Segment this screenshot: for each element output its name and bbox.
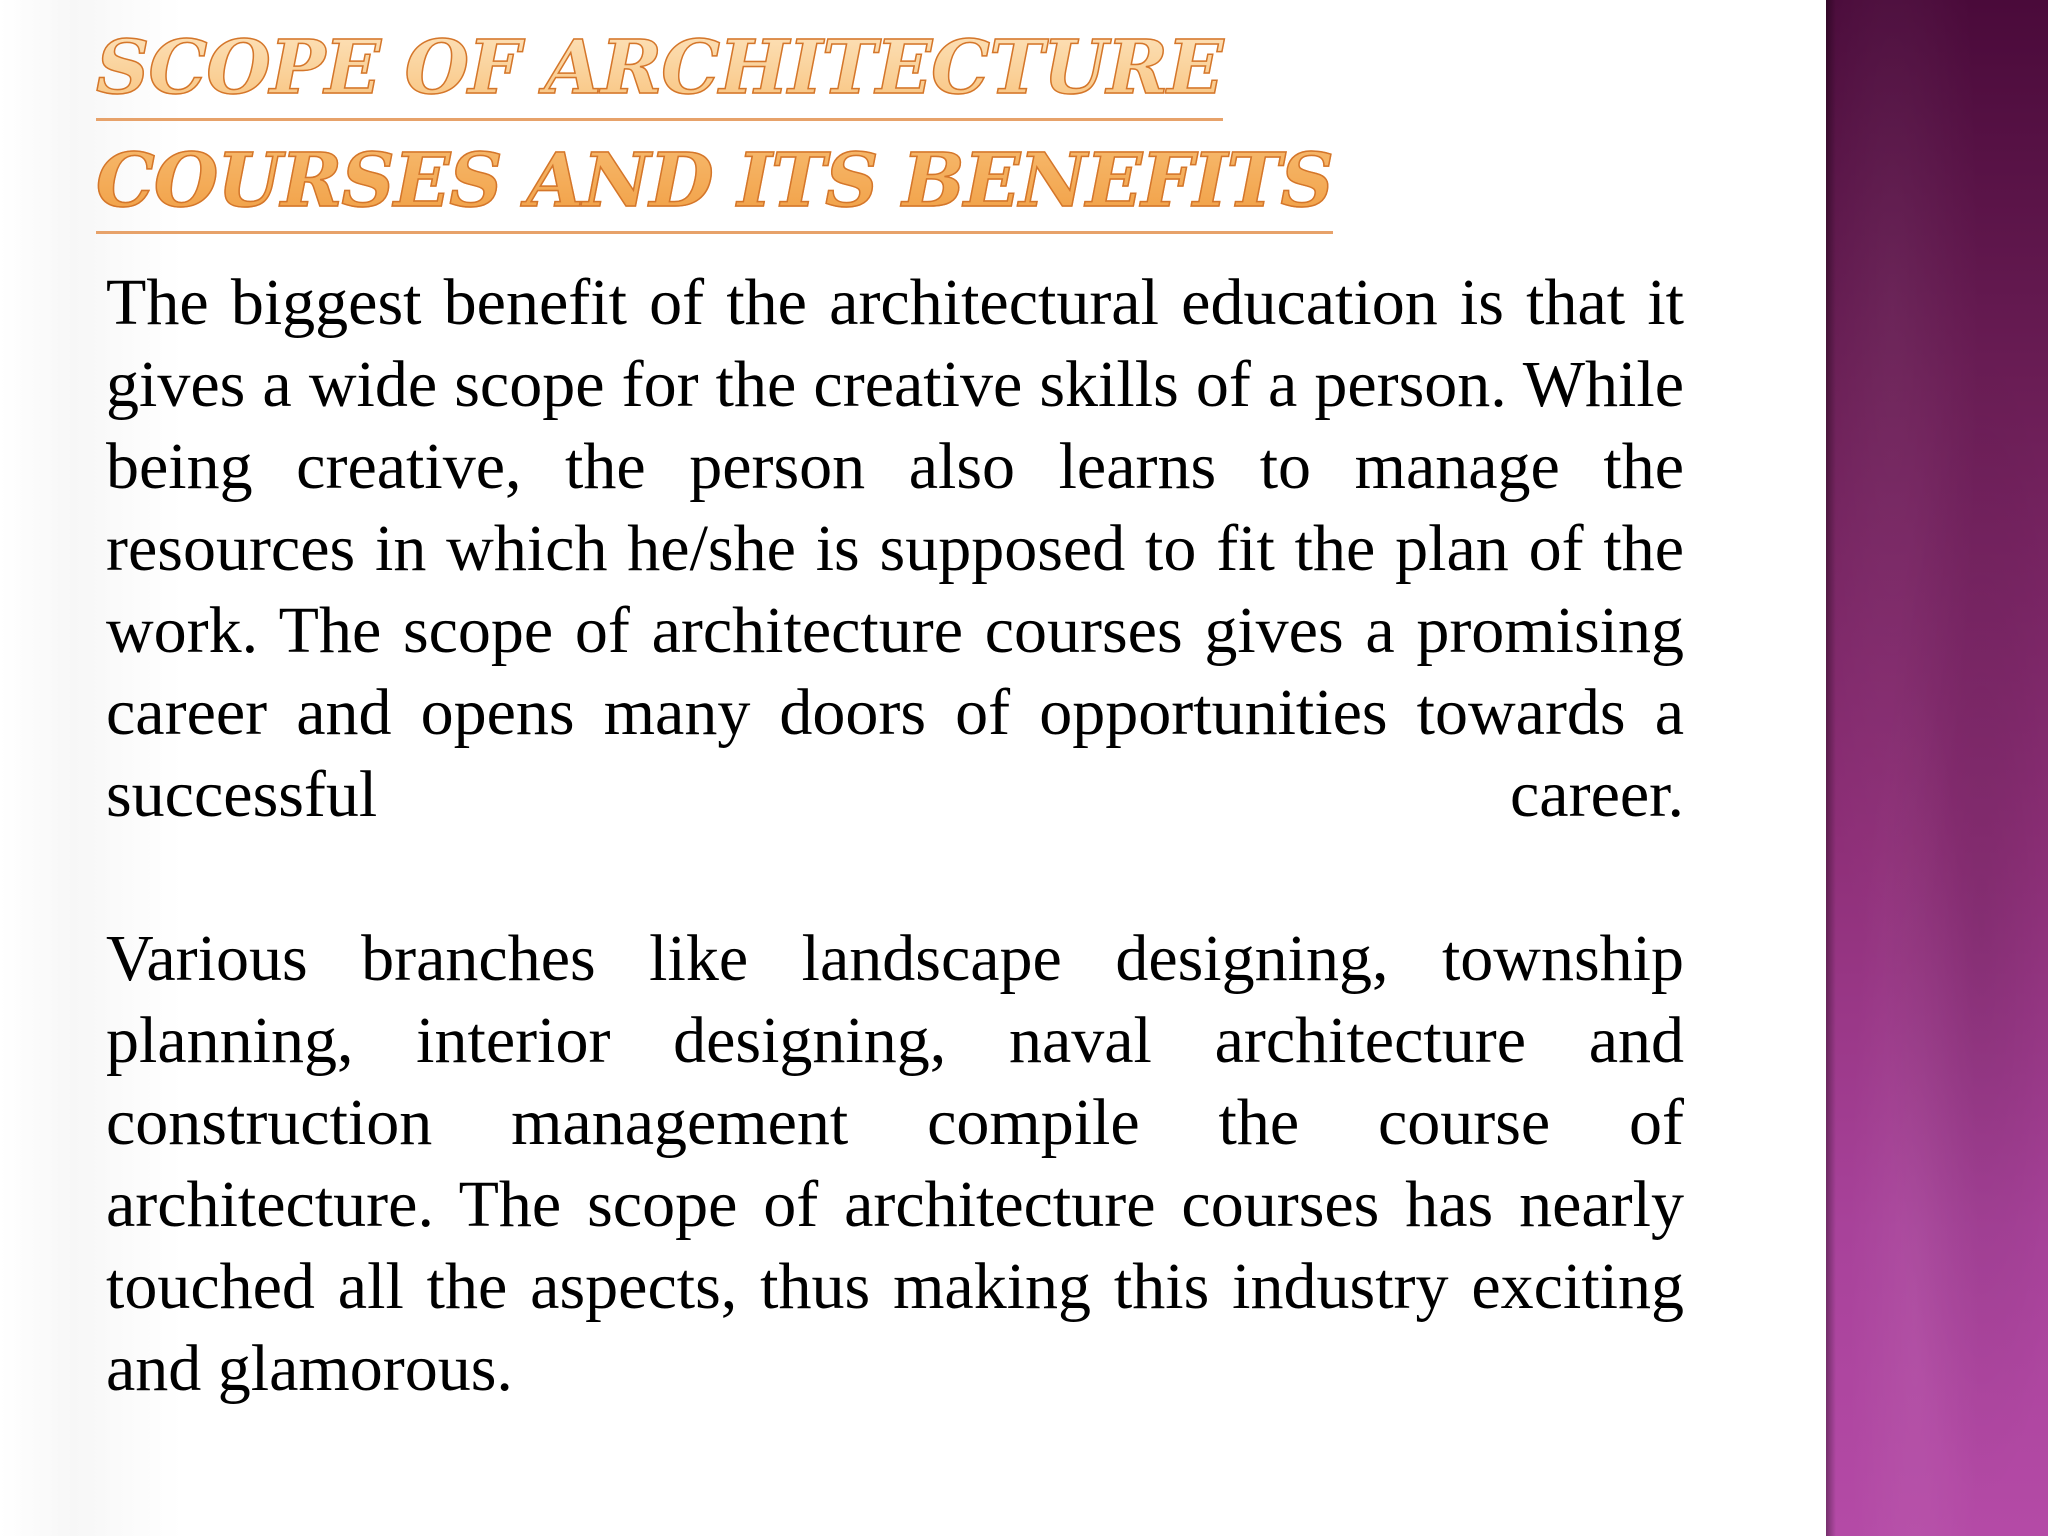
- body-paragraph-2: Various branches like landscape designing, township planning, interior designing, naval architecture and construction management compile the course of architecture. The scope of architecture courses has nearly touched all the aspects, thus making this industry exciting and glamorous.: [106, 922, 1684, 1405]
- title-line-1: SCOPE OF ARCHITECTURE: [96, 18, 1223, 121]
- slide-body: [106, 262, 1684, 1410]
- decorative-side-panel: [1826, 0, 2048, 1536]
- slide-title: [96, 14, 1436, 240]
- body-paragraph-1: The biggest benefit of the architectural education is that it gives a wide scope for the creative skills of a person. While being creative, the person also learns to manage the resources in which he/she is supposed to fit the plan of the work. The scope of architecture courses gives a promising career and opens many doors of opportunities towards a successful career.: [106, 266, 1684, 831]
- title-line-2: COURSES AND ITS BENEFITS: [96, 131, 1333, 234]
